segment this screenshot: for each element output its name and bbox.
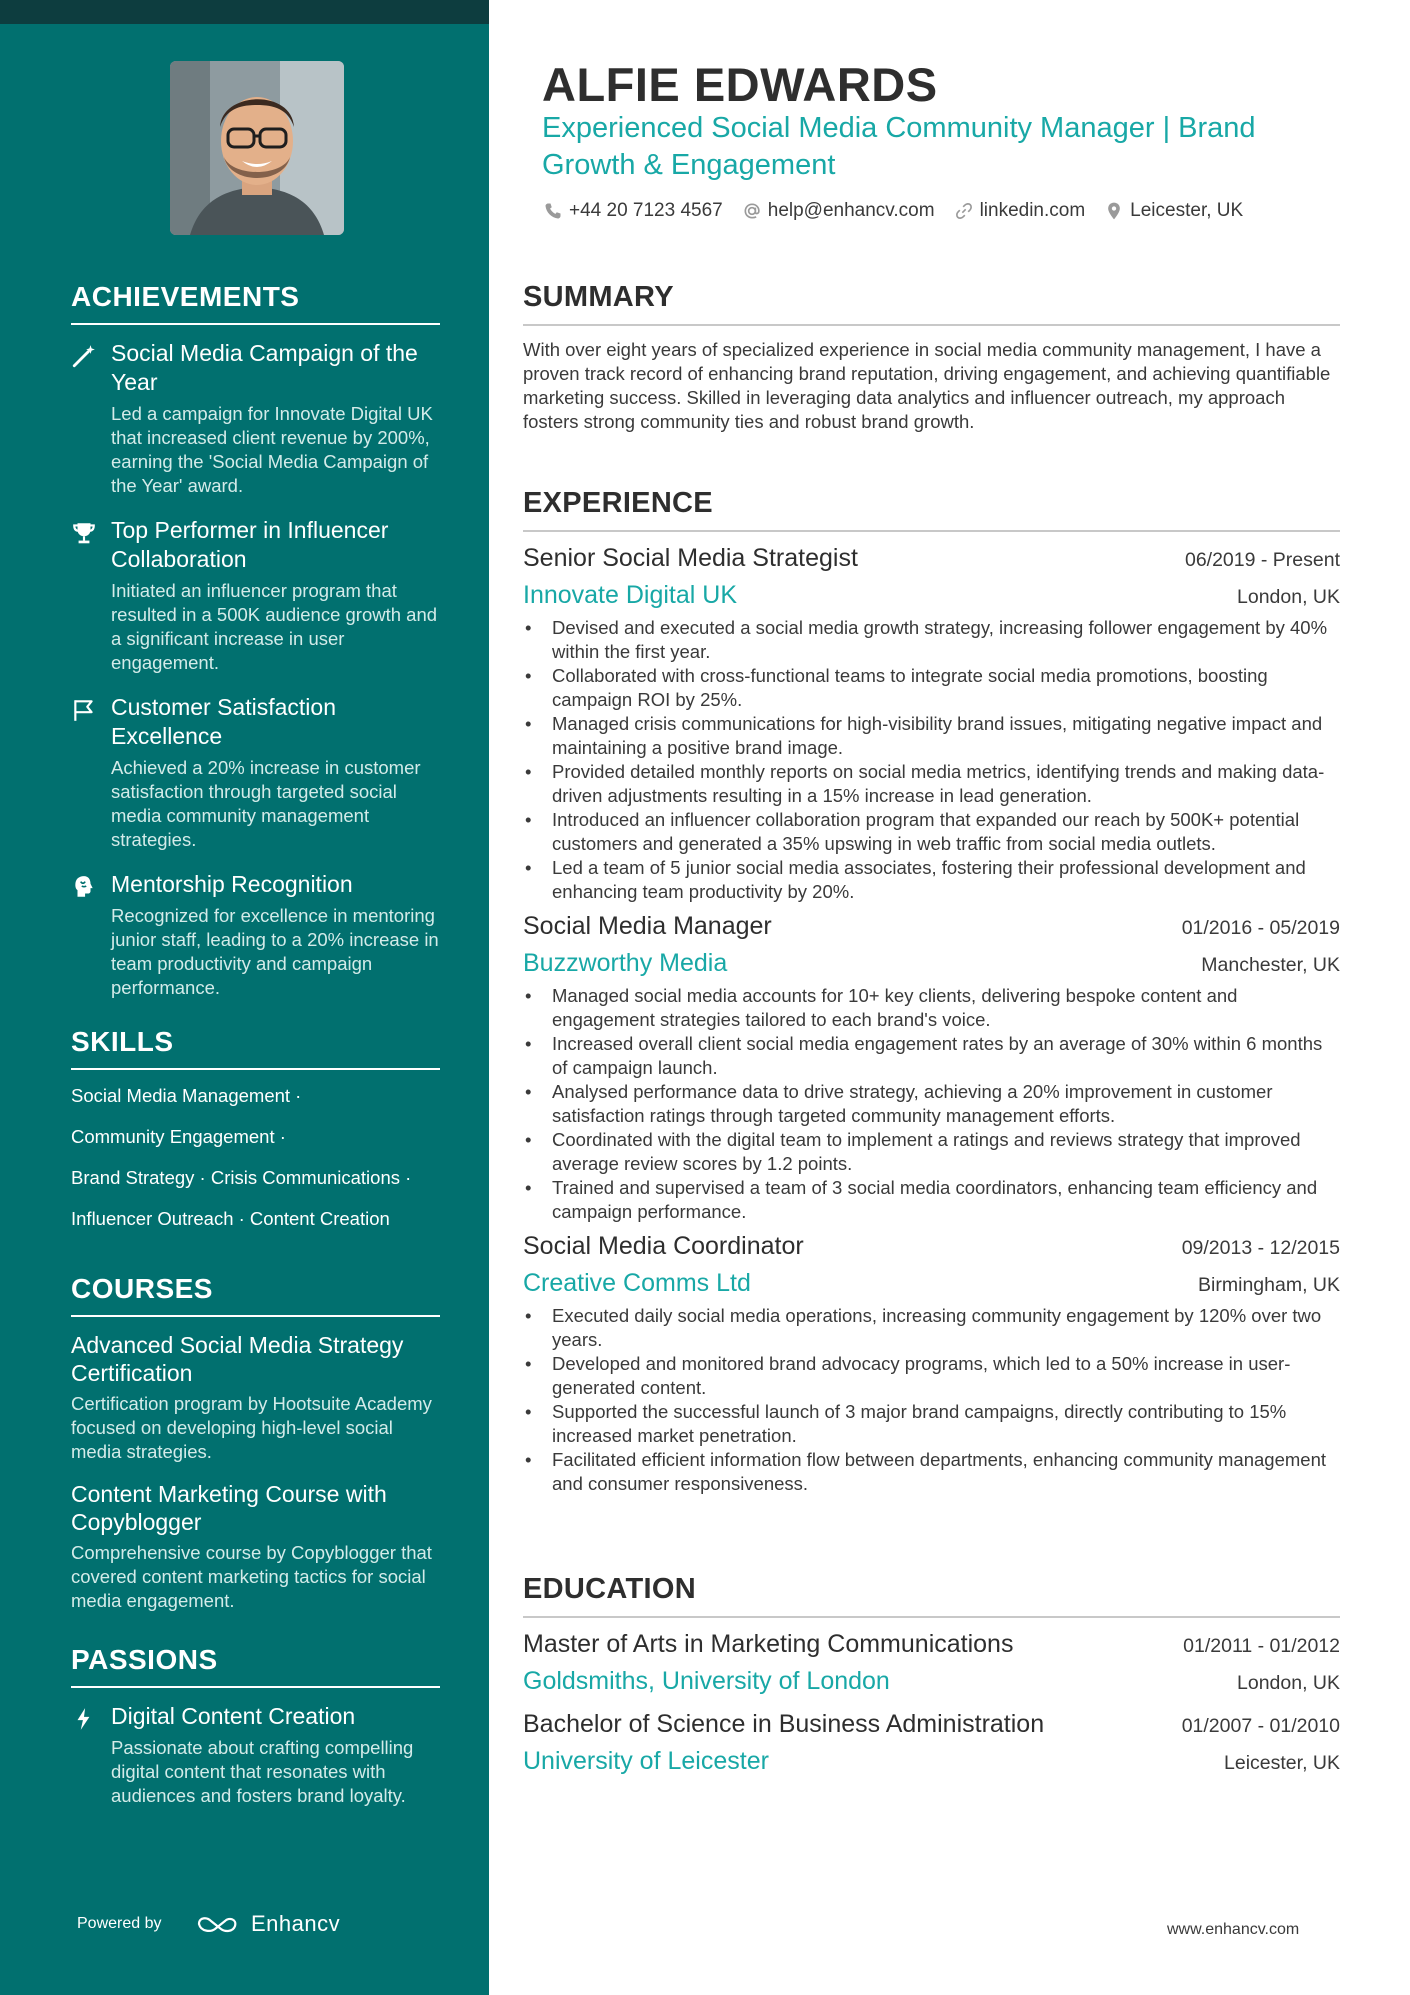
achievement-item [71,693,440,852]
link-icon [954,201,974,221]
job-bullet: • Collaborated with cross-functional teams to integrate social media promotions, boosting campaign ROI by 25%. [523,664,1340,712]
job-dates: 06/2019 - Present [1184,549,1340,571]
job-bullet: • Facilitated efficient information flow between departments, enhancing community management and consumer responsiveness. [523,1448,1340,1496]
profile-photo [170,61,344,235]
achievement-desc: Recognized for excellence in mentoring junior staff, leading to a 20% increase in team productivity and campaign performance. [111,905,439,998]
education-school: Goldsmiths, University of London [523,1667,890,1695]
job-bullet: • Analysed performance data to drive strategy, achieving a 20% improvement in customer satisfaction ratings through targeted community management efforts. [523,1080,1340,1128]
job-bullet: • Introduced an influencer collaboration program that expanded our reach by 500K+ potential customers and generated a 35% upswing in web traffic from social media outlets. [523,808,1340,856]
contact-phone-text: +44 20 7123 4567 [569,200,723,221]
job-entry [523,1232,1340,1496]
achievement-title: Mentorship Recognition [111,871,353,897]
skill-line: Brand Strategy · Crisis Communications · [71,1167,412,1188]
skills-section [71,1026,440,1248]
profile-photo-image [170,61,344,235]
education-entry [523,1630,1340,1696]
job-bullets [523,616,1340,904]
brain-icon [71,874,97,900]
achievement-desc: Initiated an influencer program that resulted in a 500K audience growth and a significant increase in user engagement. [111,580,438,673]
trophy-icon [71,520,97,546]
course-title: Advanced Social Media Strategy Certification [71,1332,404,1386]
job-bullets [523,984,1340,1224]
summary-title: SUMMARY [523,281,1340,326]
magic-wand-icon [71,343,97,369]
footer-url[interactable]: www.enhancv.com [1167,1921,1300,1938]
enhancv-logo[interactable] [195,1911,340,1937]
experience-title: EXPERIENCE [523,487,1340,532]
contact-email[interactable] [742,200,935,222]
course-desc: Comprehensive course by Copyblogger that covered content marketing tactics for social media engagement. [71,1542,432,1611]
courses-title: COURSES [71,1273,440,1317]
job-bullet: • Supported the successful launch of 3 major brand campaigns, directly contributing to 15% increased market penetration. [523,1400,1340,1448]
skill-line: Community Engagement · [71,1126,286,1147]
job-bullet: • Developed and monitored brand advocacy programs, which led to a 50% increase in user-generated content. [523,1352,1340,1400]
job-location: Manchester, UK [1201,954,1340,976]
job-company: Buzzworthy Media [523,949,728,977]
summary-text: With over eight years of specialized experience in social media community management, I have a proven track record of enhancing brand reputation, driving engagement, and achieving quantifiable marketing success. Skilled in leveraging data analytics and influencer outreach, my approach fosters strong community ties and robust brand growth. [523,339,1331,432]
job-company: Innovate Digital UK [523,581,738,609]
contact-linkedin[interactable] [954,200,1086,222]
job-bullet: • Trained and supervised a team of 3 social media coordinators, enhancing team efficiency and campaign performance. [523,1176,1340,1224]
course-title: Content Marketing Course with Copyblogger [71,1481,387,1535]
achievement-item [71,516,440,675]
bolt-icon [71,1706,97,1732]
job-bullet: • Managed crisis communications for high-visibility brand issues, mitigating negative impact and maintaining a positive brand image. [523,712,1340,760]
job-bullets [523,1304,1340,1496]
education-entry [523,1710,1340,1776]
achievement-item [71,870,440,1000]
achievements-title: ACHIEVEMENTS [71,281,440,325]
passion-item [71,1702,440,1808]
course-desc: Certification program by Hootsuite Academy focused on developing high-level social media strategies. [71,1393,432,1462]
candidate-name: ALFIE EDWARDS [542,58,938,111]
education-dates: 01/2007 - 01/2010 [1181,1715,1340,1737]
achievement-title: Top Performer in Influencer Collaboration [111,517,389,572]
education-degree: Master of Arts in Marketing Communications [523,1630,1014,1658]
achievement-title: Social Media Campaign of the Year [111,340,418,395]
flag-icon [71,697,97,723]
passions-title: PASSIONS [71,1644,440,1688]
education-degree: Bachelor of Science in Business Administration [523,1710,1045,1738]
skill-line: Influencer Outreach · Content Creation [71,1208,390,1229]
education-location: London, UK [1237,1672,1340,1694]
job-title: Social Media Manager [523,912,772,940]
enhancv-logo-icon [195,1912,241,1936]
job-bullet: • Executed daily social media operations, increasing community engagement by 120% over two years. [523,1304,1340,1352]
achievement-item [71,339,440,498]
summary-section [523,281,1340,434]
contact-email-text: help@enhancv.com [767,200,935,221]
contact-linkedin-text: linkedin.com [979,200,1086,221]
job-bullet: • Led a team of 5 junior social media associates, fostering their professional development and enhancing team productivity by 20%. [523,856,1340,904]
passions-section [71,1644,440,1826]
sidebar [0,0,489,1995]
phone-icon [543,201,563,221]
contact-phone[interactable] [543,200,723,222]
skills-title: SKILLS [71,1026,440,1070]
sidebar-top-bar [0,0,489,24]
education-dates: 01/2011 - 01/2012 [1183,1635,1340,1657]
job-bullet: • Devised and executed a social media growth strategy, increasing follower engagement by 40% within the first year. [523,616,1340,664]
enhancv-logo-text: Enhancv [251,1911,341,1936]
at-icon [742,201,762,221]
experience-section [523,487,1340,1504]
job-company: Creative Comms Ltd [523,1269,751,1297]
education-section [523,1573,1340,1790]
job-entry [523,544,1340,904]
powered-by-label: Powered by [77,1915,162,1932]
job-dates: 01/2016 - 05/2019 [1181,917,1340,939]
contact-location [1104,200,1243,222]
job-location: London, UK [1237,586,1340,608]
skill-line: Social Media Management · [71,1085,302,1106]
job-bullet: • Provided detailed monthly reports on social media metrics, identifying trends and making data-driven adjustments resulting in a 15% increase in lead generation. [523,760,1340,808]
course-item [71,1480,440,1613]
courses-section [71,1273,440,1629]
job-bullet: • Managed social media accounts for 10+ key clients, delivering bespoke content and engagement strategies tailored to each brand's voice. [523,984,1340,1032]
contact-location-text: Leicester, UK [1130,200,1244,221]
passion-desc: Passionate about crafting compelling digital content that resonates with audiences and fosters brand loyalty. [111,1737,414,1806]
achievement-desc: Led a campaign for Innovate Digital UK that increased client revenue by 200%, earning the 'Social Media Campaign of the Year' award. [111,403,433,496]
achievement-title: Customer Satisfaction Excellence [111,694,336,749]
job-location: Birmingham, UK [1198,1274,1340,1296]
job-entry [523,912,1340,1224]
job-title: Social Media Coordinator [523,1232,804,1260]
job-title: Senior Social Media Strategist [523,544,858,572]
contact-bar [543,200,1243,222]
achievements-section [71,281,440,1018]
job-dates: 09/2013 - 12/2015 [1181,1237,1340,1259]
education-location: Leicester, UK [1224,1752,1340,1774]
job-bullet: • Coordinated with the digital team to implement a ratings and reviews strategy that improved average review scores by 1.2 points. [523,1128,1340,1176]
job-bullet: • Increased overall client social media engagement rates by an average of 30% within 6 months of campaign launch. [523,1032,1340,1080]
education-school: University of Leicester [523,1747,769,1775]
passion-title: Digital Content Creation [111,1703,356,1729]
location-icon [1104,201,1124,221]
course-item [71,1331,440,1464]
achievement-desc: Achieved a 20% increase in customer satisfaction through targeted social media community management strategies. [111,757,421,850]
education-title: EDUCATION [523,1573,1340,1618]
candidate-headline: Experienced Social Media Community Manager | Brand Growth & Engagement [542,112,1256,181]
